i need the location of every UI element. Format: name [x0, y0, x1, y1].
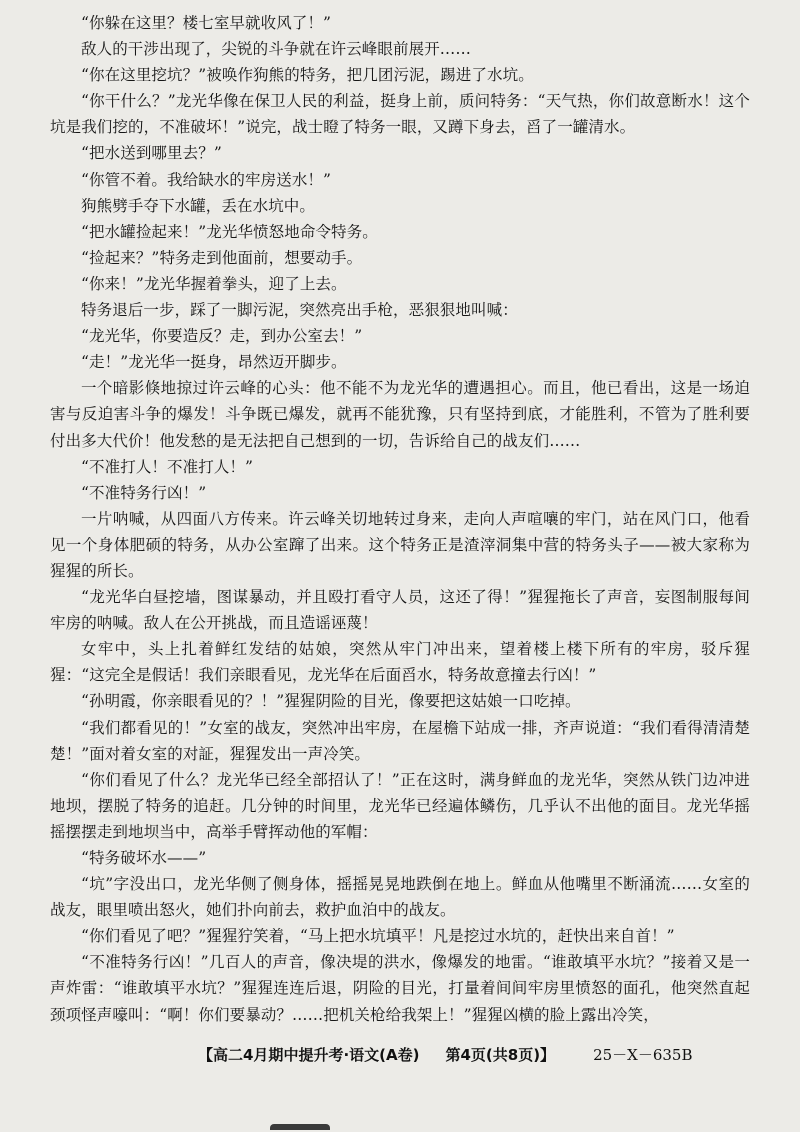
paragraph: “把水罐捡起来！”龙光华愤怒地命令特务。 — [81, 222, 378, 241]
paragraph: “龙光华白昼挖墙，图谋暴动，并且殴打看守人员，这还了得！”猩猩拖长了声音，妄图制服每间牢房的呐喊。敌人在公开挑战，而且造谣诬蔑！ — [50, 588, 750, 633]
paragraph: “把水送到哪里去？” — [81, 144, 222, 163]
paragraph: “特务破坏水——” — [81, 849, 207, 867]
paragraph: “走！”龙光华一挺身，昂然迈开脚步。 — [81, 353, 347, 372]
paragraph: “你们看见了吧？”猩猩狞笑着，“马上把水坑填平！凡是挖过水坑的，赶快出来自首！” — [81, 927, 675, 946]
paragraph: “不准打人！不准打人！” — [81, 457, 254, 476]
page-number: 第4页(共8页)】 — [445, 1046, 556, 1064]
paragraph: “你躲在这里？楼七室早就收风了！” — [81, 14, 332, 32]
paragraph: “你在这里挖坑？”被唤作狗熊的特务，把几团污泥，踢进了水坑。 — [81, 66, 534, 85]
paragraph: “孙明霞，你亲眼看见的？！”猩猩阴险的目光，像要把这姑娘一口吃掉。 — [81, 692, 581, 711]
paragraph: 一片呐喊，从四面八方传来。许云峰关切地转过身来，走向人声喧嚷的牢门，站在风门口，他看见一个身体肥硕的特务，从办公室蹿了出来。这个特务正是渣滓洞集中营的特务头子——被大家称为猩猩的所长。 — [50, 509, 750, 580]
paragraph: “你干什么？”龙光华像在保卫人民的利益，挺身上前，质问特务：“天气热，你们故意断水！这个坑是我们挖的，不准破坏！”说完，战士瞪了特务一眼，又蹲下身去，舀了一罐清水。 — [50, 92, 750, 137]
page-footer — [198, 1044, 758, 1065]
paragraph: “你们看见了什么？龙光华已经全部招认了！”正在这时，满身鲜血的龙光华，突然从铁门边冲进地坝，摆脱了特务的追赶。几分钟的时间里，龙光华已经遍体鳞伤，几乎认不出他的面目。龙光华摇摇摆摆走到地坝当中，高举手臂挥动他的军帽： — [50, 770, 750, 841]
paragraph: 一个暗影倏地掠过许云峰的心头：他不能不为龙光华的遭遇担心。而且，他已看出，这是一场迫害与反迫害斗争的爆发！斗争既已爆发，就再不能犹豫，只有坚持到底，才能胜利，不管为了胜利要付出多大代价！他发愁的是无法把自己想到的一切，告诉给自己的战友们…… — [50, 379, 750, 450]
binding-mark — [270, 1124, 330, 1130]
paragraph: “捡起来？”特务走到他面前，想要动手。 — [81, 248, 363, 267]
paragraph: 女牢中，头上扎着鲜红发结的姑娘，突然从牢门冲出来，望着楼上楼下所有的牢房，驳斥猩猩：“这完全是假话！我们亲眼看见，龙光华在后面舀水，特务故意撞去行凶！” — [50, 640, 750, 685]
paragraph: 特务退后一步，踩了一脚污泥，突然亮出手枪，恶狠狠地叫喊： — [81, 301, 518, 320]
paragraph: 敌人的干涉出现了，尖锐的斗争就在许云峰眼前展开…… — [81, 40, 472, 59]
exam-code: 25－X－635B — [593, 1046, 693, 1064]
paragraph: “龙光华，你要造反？走，到办公室去！” — [81, 327, 363, 346]
paragraph: “不准特务行凶！”几百人的声音，像决堤的洪水，像爆发的地雷。“谁敢填平水坑？”接着又是一声炸雷：“谁敢填平水坑？”猩猩连连后退，阴险的目光，打量着间间牢房里愤怒的面孔，他突然直起颈项怪声嚎叫：“啊！你们要暴动？……把机关枪给我架上！”猩猩凶横的脸上露出冷笑， — [50, 953, 750, 1024]
paragraph: 狗熊劈手夺下水罐，丢在水坑中。 — [81, 196, 316, 215]
passage-text — [50, 10, 750, 1028]
paragraph: “不准特务行凶！” — [81, 483, 207, 502]
exam-title: 【高二4月期中提升考·语文(A卷) — [198, 1046, 420, 1064]
paragraph: “你管不着。我给缺水的牢房送水！” — [81, 170, 332, 189]
paragraph: “我们都看见的！”女室的战友，突然冲出牢房，在屋檐下站成一排，齐声说道：“我们看得清清楚楚！”面对着女室的对証，猩猩发出一声冷笑。 — [50, 718, 750, 763]
paragraph: “坑”字没出口，龙光华侧了侧身体，摇摇晃晃地跌倒在地上。鲜血从他嘴里不断涌流……女室的战友，眼里喷出怒火，她们扑向前去，救护血泊中的战友。 — [50, 875, 750, 920]
paragraph: “你来！”龙光华握着拳头，迎了上去。 — [81, 274, 347, 293]
